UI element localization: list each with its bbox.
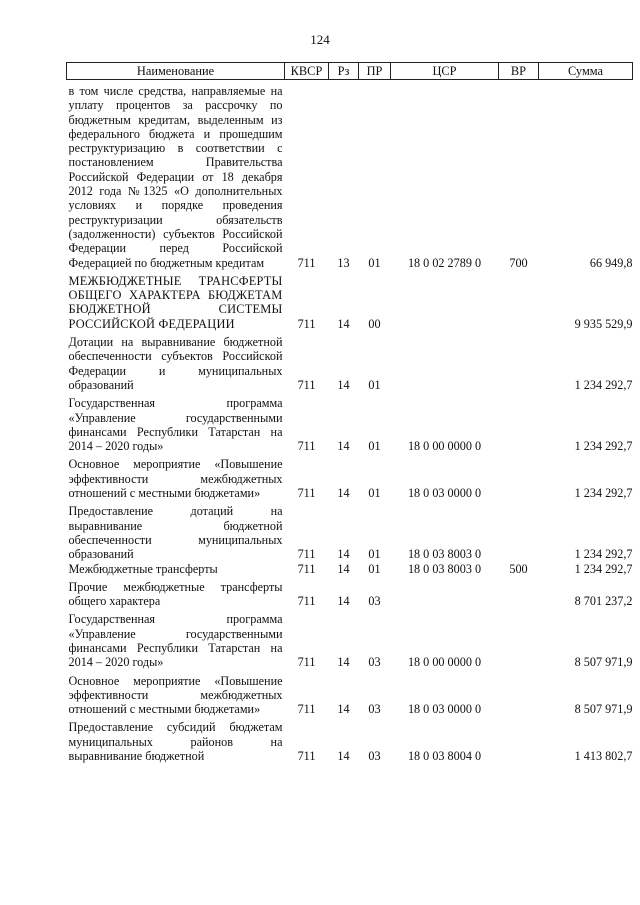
row-sum: 1 234 292,7 <box>574 377 633 392</box>
row-sum: 66 949,8 <box>589 255 633 270</box>
row-csr: 18 0 03 0000 0 <box>407 486 482 501</box>
row-csr: 18 0 02 2789 0 <box>407 255 482 270</box>
header-rz: Рз <box>329 63 359 80</box>
row-csr: 18 0 00 0000 0 <box>407 439 482 454</box>
row-rz: 14 <box>337 439 350 454</box>
row-csr <box>391 270 499 331</box>
row-rz: 14 <box>337 547 350 562</box>
row-kvsr: 711 <box>297 377 316 392</box>
row-csr: 18 0 03 8003 0 <box>407 561 482 576</box>
table-header-row <box>67 63 633 80</box>
budget-table <box>66 62 633 763</box>
row-vr: 700 <box>509 255 528 270</box>
row-kvsr: 711 <box>297 561 316 576</box>
table-row <box>67 500 633 561</box>
row-rz: 14 <box>337 377 350 392</box>
table-row <box>67 608 633 669</box>
row-vr <box>499 331 539 392</box>
header-name: Наименование <box>67 63 285 80</box>
row-name: Прочие межбюджетные трансферты общего характера <box>68 579 283 609</box>
row-sum: 8 507 971,9 <box>574 655 633 670</box>
row-sum: 9 935 529,9 <box>574 316 633 331</box>
row-vr <box>499 608 539 669</box>
row-pr: 03 <box>368 594 381 609</box>
row-vr <box>499 270 539 331</box>
row-rz: 14 <box>337 655 350 670</box>
table-row <box>67 716 633 763</box>
row-vr <box>499 453 539 500</box>
table-row <box>67 270 633 331</box>
header-pr: ПР <box>359 63 391 80</box>
row-vr <box>499 500 539 561</box>
row-kvsr: 711 <box>297 316 316 331</box>
header-vr: ВР <box>499 63 539 80</box>
row-name: Основное мероприятие «Повышение эффективности межбюджетных отношений с местными бюджетами» <box>68 673 283 717</box>
table-row <box>67 576 633 609</box>
row-csr: 18 0 03 8004 0 <box>407 749 482 764</box>
row-name: Межбюджетные трансферты <box>68 561 218 576</box>
row-pr: 01 <box>368 377 381 392</box>
row-kvsr: 711 <box>297 702 316 717</box>
row-name: МЕЖБЮДЖЕТНЫЕ ТРАНСФЕРТЫ ОБЩЕГО ХАРАКТЕРА БЮДЖЕТАМ БЮДЖЕТНОЙ СИСТЕМЫ РОССИЙСКОЙ ФЕДЕРАЦИИ <box>68 273 283 331</box>
row-pr: 03 <box>368 749 381 764</box>
row-rz: 14 <box>337 749 350 764</box>
row-pr: 01 <box>368 439 381 454</box>
row-csr <box>391 331 499 392</box>
row-pr: 00 <box>368 316 381 331</box>
row-pr: 01 <box>368 486 381 501</box>
row-name: Основное мероприятие «Повышение эффективности межбюджетных отношений с местными бюджетами» <box>68 457 283 501</box>
row-rz: 14 <box>337 561 350 576</box>
page-number: 124 <box>310 32 330 47</box>
row-pr: 03 <box>368 702 381 717</box>
row-rz: 13 <box>337 255 350 270</box>
row-sum: 8 507 971,9 <box>574 702 633 717</box>
header-csr: ЦСР <box>391 63 499 80</box>
row-kvsr: 711 <box>297 655 316 670</box>
table-row <box>67 453 633 500</box>
row-name: Государственная программа «Управление государственными финансами Республики Татарстан на 2014 – 2020 годы» <box>68 396 283 454</box>
row-vr <box>499 392 539 453</box>
row-kvsr: 711 <box>297 594 316 609</box>
row-name: в том числе средства, направляемые на уплату процентов за рассрочку по бюджетным кредитам, выделенным из федерального бюджета и прошедшим реструктуризацию в соответствии с постановлением Правительства Российской Федерации от 18 декабря 2012 года №1325 «О дополнительных условиях и порядке проведения реструктуризации обязательств (задолженности) субъектов Российской Федерации перед Российской Федерацией по бюджетным кредитам <box>68 84 283 270</box>
row-kvsr: 711 <box>297 486 316 501</box>
row-vr <box>499 670 539 717</box>
row-rz: 14 <box>337 316 350 331</box>
row-vr <box>499 576 539 609</box>
row-csr: 18 0 00 0000 0 <box>407 655 482 670</box>
row-pr: 03 <box>368 655 381 670</box>
header-sum: Сумма <box>539 63 633 80</box>
row-name: Предоставление дотаций на выравнивание бюджетной обеспеченности муниципальных образований <box>68 504 283 562</box>
row-pr: 01 <box>368 561 381 576</box>
table-row <box>67 670 633 717</box>
row-name: Предоставление субсидий бюджетам муниципальных районов на выравнивание бюджетной <box>68 720 283 764</box>
row-sum: 1 234 292,7 <box>574 561 633 576</box>
table-row <box>67 331 633 392</box>
row-vr <box>499 716 539 763</box>
row-rz: 14 <box>337 702 350 717</box>
row-kvsr: 711 <box>297 547 316 562</box>
row-sum: 8 701 237,2 <box>574 594 633 609</box>
row-pr: 01 <box>368 547 381 562</box>
table-row <box>67 80 633 270</box>
row-kvsr: 711 <box>297 439 316 454</box>
table-row <box>67 562 633 576</box>
row-sum: 1 413 802,7 <box>574 749 633 764</box>
row-rz: 14 <box>337 594 350 609</box>
row-kvsr: 711 <box>297 255 316 270</box>
row-rz: 14 <box>337 486 350 501</box>
row-pr: 01 <box>368 255 381 270</box>
row-sum: 1 234 292,7 <box>574 547 633 562</box>
row-vr: 500 <box>509 561 528 576</box>
header-kvsr: КВСР <box>285 63 329 80</box>
row-name: Дотации на выравнивание бюджетной обеспеченности субъектов Российской Федерации и муниципальных образований <box>68 335 283 392</box>
table-row <box>67 392 633 453</box>
row-sum: 1 234 292,7 <box>574 439 633 454</box>
row-csr <box>391 576 499 609</box>
row-sum: 1 234 292,7 <box>574 486 633 501</box>
row-csr: 18 0 03 0000 0 <box>407 702 482 717</box>
row-name: Государственная программа «Управление государственными финансами Республики Татарстан на 2014 – 2020 годы» <box>68 612 283 670</box>
row-kvsr: 711 <box>297 749 316 764</box>
row-csr: 18 0 03 8003 0 <box>407 547 482 562</box>
